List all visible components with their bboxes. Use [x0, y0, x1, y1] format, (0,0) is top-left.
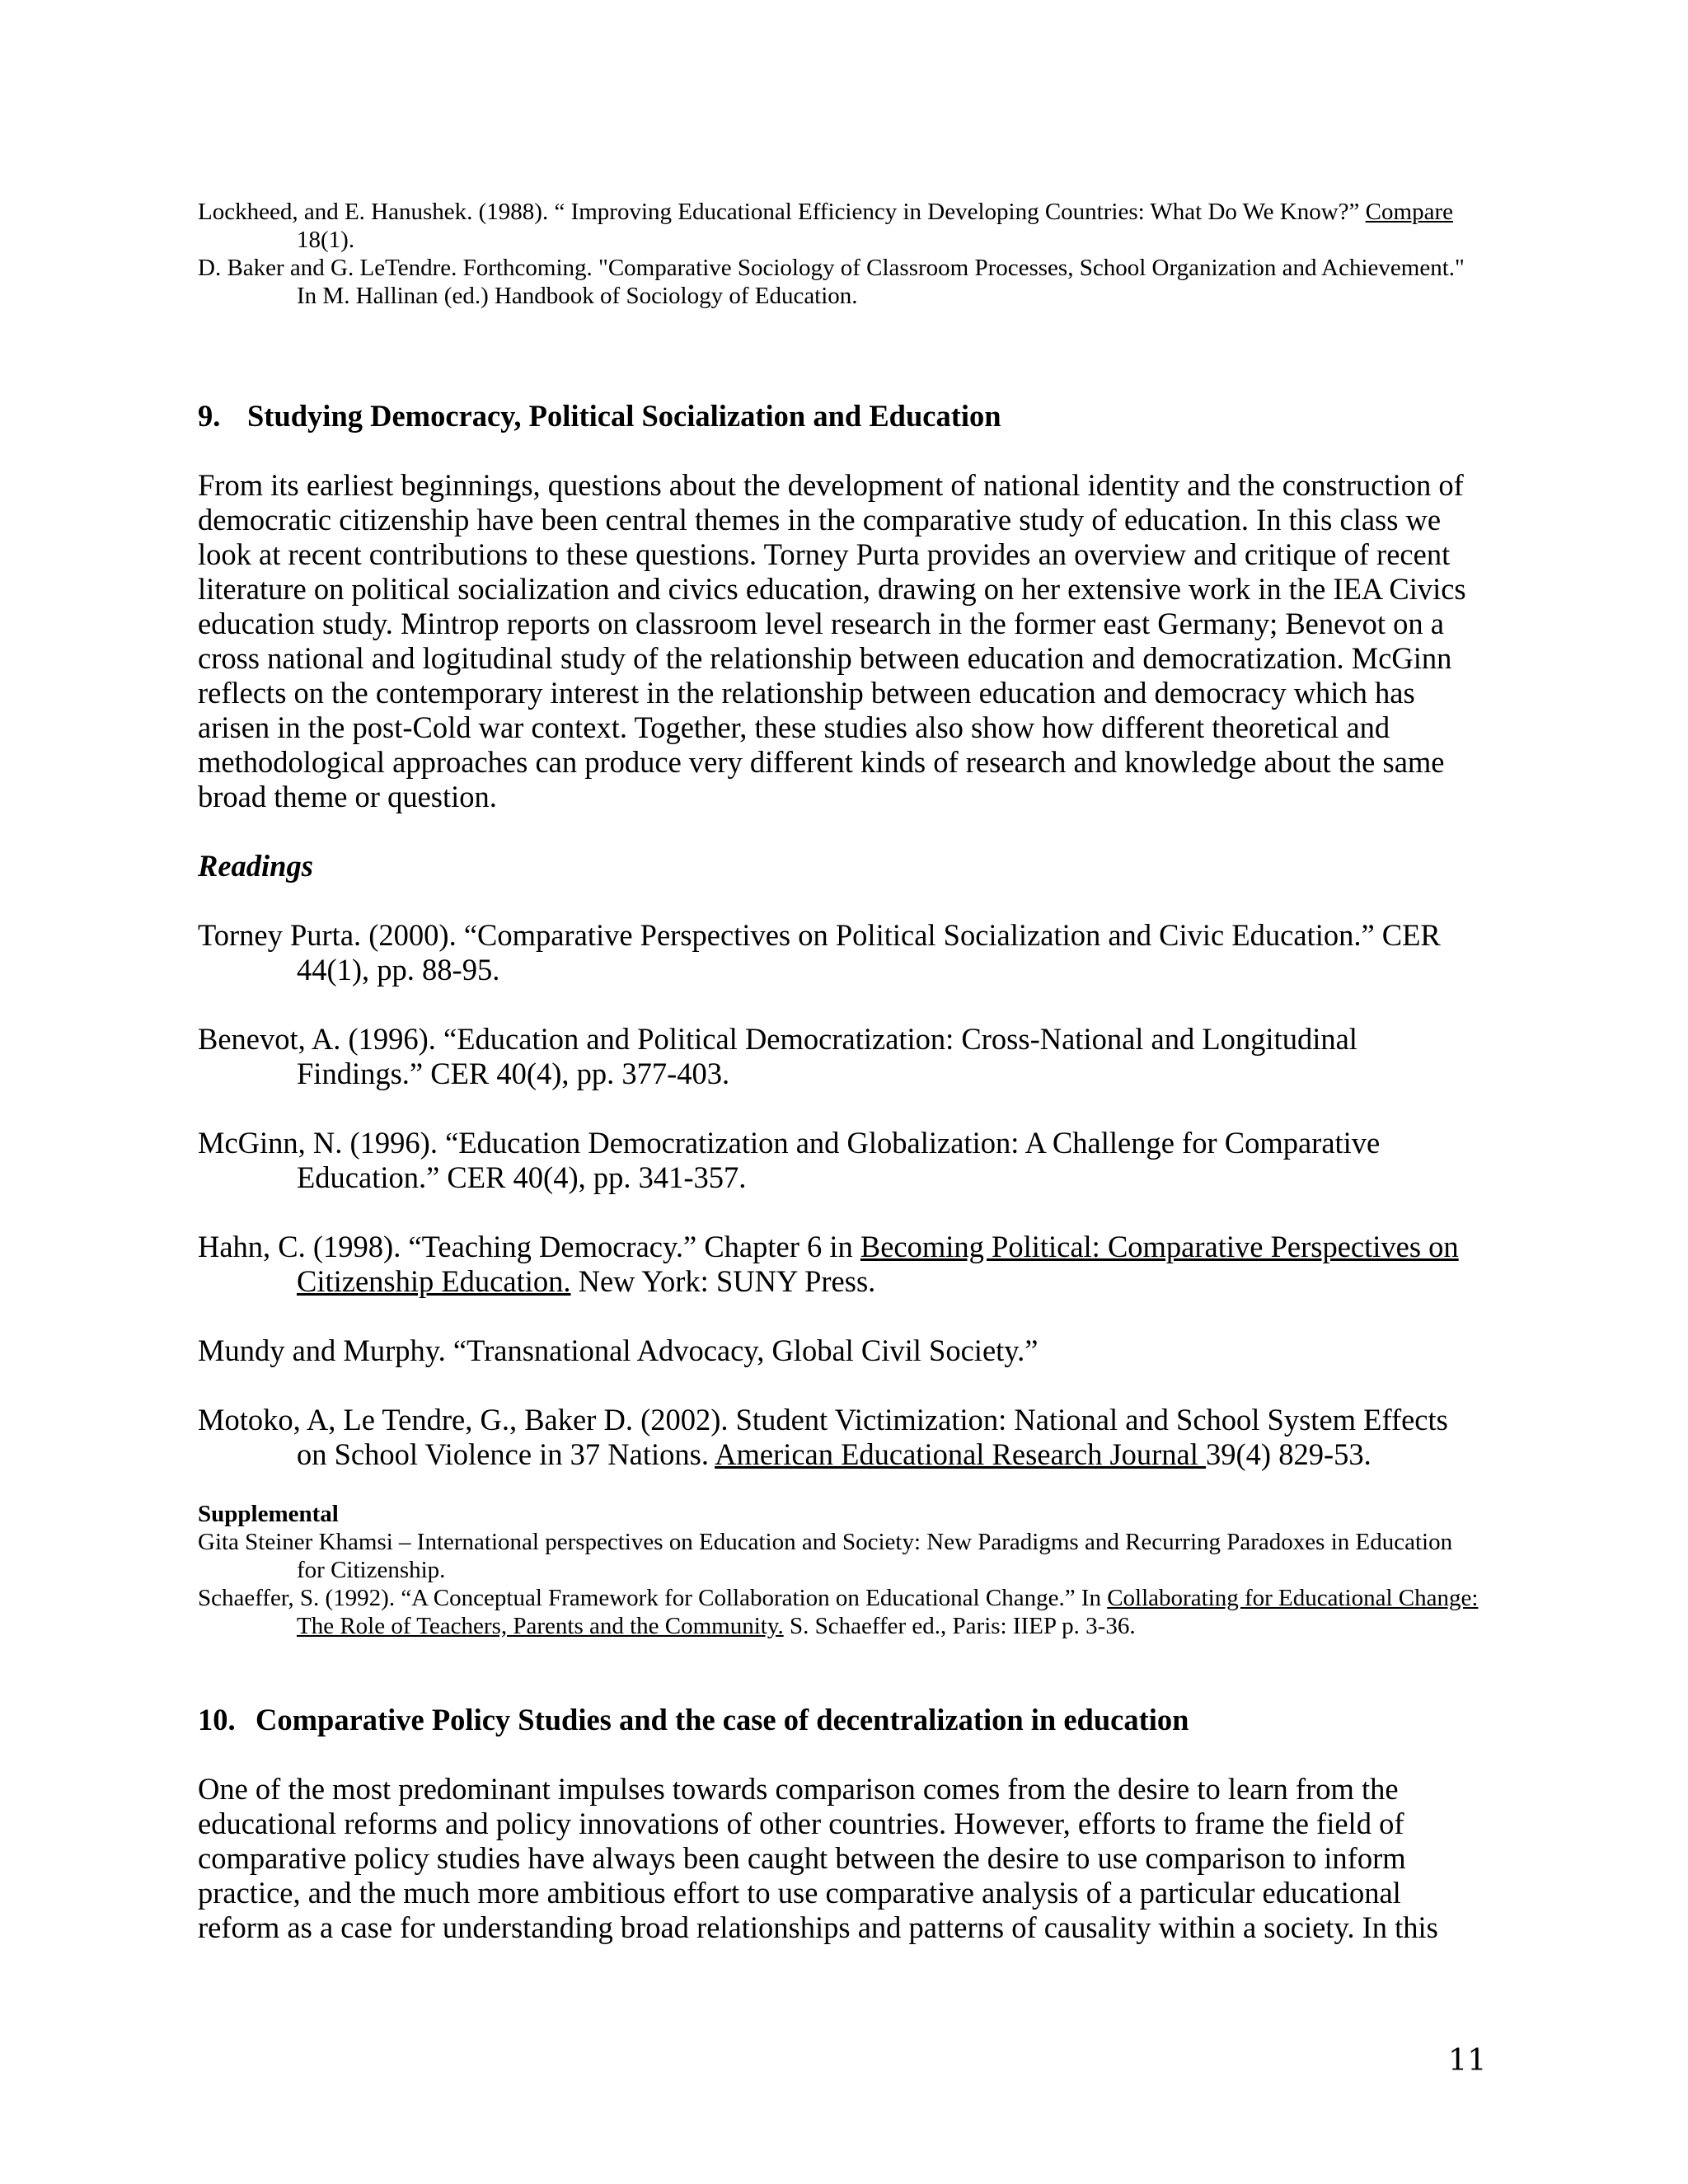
document-page: [198, 198, 1484, 1945]
reading-item: [198, 1126, 1484, 1195]
reference-volume: 18(1).: [297, 227, 355, 253]
reading-text: Motoko, A, Le Tendre, G., Baker D. (2002). Student Victimization: National and School System Effects on School Violence in 37 Nations.: [198, 1403, 1448, 1471]
reference-lockheed: [198, 198, 1484, 254]
reference-text: Lockheed, and E. Hanushek. (1988). “ Improving Educational Efficiency in Developing Countries: What Do We Know?”: [198, 199, 1360, 225]
section-9-body: From its earliest beginnings, questions about the development of national identity and the construction of democratic citizenship have been central themes in the comparative study of education. In this class we look at recent contributions to these questions. Torney Purta provides an overview and critique of recent literature on political socialization and civics education, drawing on her extensive work in the IEA Civics education study. Mintrop reports on classroom level research in the former east Germany; Benevot on a cross national and logitudinal study of the relationship between education and democratization. McGinn reflects on the contemporary interest in the relationship between education and democracy which has arisen in the post-Cold war context. Together, these studies also show how different theoretical and methodological approaches can produce very different kinds of research and knowledge about the same broad theme or question.: [198, 468, 1466, 813]
reading-item: [198, 1022, 1484, 1091]
reading-text: Mundy and Murphy. “Transnational Advocacy, Global Civil Society.”: [198, 1333, 1039, 1367]
supplemental-text: Gita Steiner Khamsi – International perspectives on Education and Society: New Paradigms and Recurring Paradoxes in Education for Citizenship.: [198, 1529, 1453, 1583]
reading-item: [198, 1333, 1484, 1368]
reading-text: Benevot, A. (1996). “Education and Political Democratization: Cross-National and Longitudinal Findings.” CER 40(4), pp. 377-403.: [198, 1022, 1357, 1090]
top-references: [198, 198, 1484, 310]
readings-list: [198, 918, 1484, 1472]
section-number: 10.: [198, 1703, 236, 1736]
reading-book-title: Becoming Political: Comparative Perspectives on Citizenship Education.: [297, 1230, 1459, 1298]
section-10-body: One of the most predominant impulses towards comparison comes from the desire to learn from the educational reforms and policy innovations of other countries. However, efforts to frame the field of comparative policy studies have always been caught between the desire to use comparison to inform practice, and the much more ambitious effort to use comparative analysis of a particular educational reform as a case for understanding broad relationships and patterns of causality within a society. In this: [198, 1772, 1438, 1944]
reading-publisher: New York: SUNY Press.: [570, 1264, 876, 1298]
section-title: Studying Democracy, Political Socialization and Education: [247, 399, 1001, 433]
reading-journal-title: American Educational Research Journal: [715, 1437, 1207, 1471]
supplemental-item: [198, 1528, 1484, 1584]
reading-text: McGinn, N. (1996). “Education Democratization and Globalization: A Challenge for Comparative Education.” CER 40(4), pp. 341-357.: [198, 1126, 1381, 1194]
section-number: 9.: [198, 399, 221, 433]
supplemental-heading: Supplemental: [198, 1501, 339, 1527]
page-number: 11: [1448, 2042, 1487, 2078]
supplemental-book-title: Collaborating for Educational Change: The Role of Teachers, Parents and the Community.: [297, 1585, 1479, 1639]
reading-text: Hahn, C. (1998). “Teaching Democracy.” Chapter 6 in: [198, 1230, 860, 1263]
supplemental-publisher: S. Schaeffer ed., Paris: IIEP p. 3-36.: [783, 1613, 1136, 1639]
reference-journal-title: Compare: [1365, 199, 1453, 225]
reference-baker: [198, 254, 1484, 310]
section-10-heading: [198, 1703, 1484, 1737]
section-title: Comparative Policy Studies and the case of decentralization in education: [256, 1703, 1189, 1736]
supplemental-list: [198, 1528, 1484, 1640]
reading-text: Torney Purta. (2000). “Comparative Perspectives on Political Socialization and Civic Education.” CER 44(1), pp. 88-95.: [198, 918, 1441, 987]
reference-text: D. Baker and G. LeTendre. Forthcoming. "Comparative Sociology of Classroom Processes, School Organization and Achievement." In M. Hallinan (ed.) Handbook of Sociology of Education.: [198, 255, 1465, 309]
supplemental-item: [198, 1584, 1484, 1640]
reading-item: [198, 1403, 1484, 1472]
section-9-heading: [198, 399, 1484, 434]
reading-item: [198, 1230, 1484, 1299]
reading-item: [198, 918, 1484, 987]
reading-volume: 39(4) 829-53.: [1206, 1437, 1372, 1471]
supplemental-text: Schaeffer, S. (1992). “A Conceptual Framework for Collaboration on Educational Change.” In: [198, 1585, 1108, 1611]
readings-heading: Readings: [198, 849, 313, 883]
